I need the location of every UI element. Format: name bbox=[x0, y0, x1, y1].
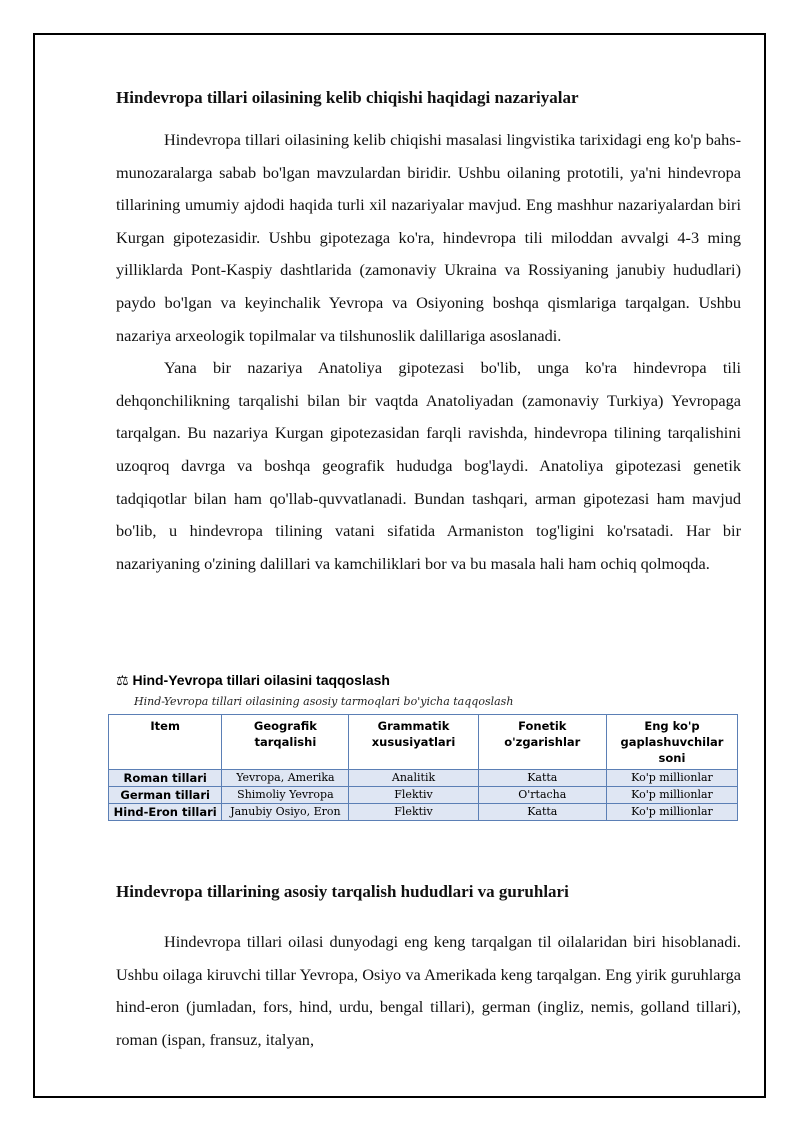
comparison-table-block bbox=[113, 670, 738, 821]
column-header: Geografik tarqalishi bbox=[222, 715, 349, 770]
paragraph: Yana bir nazariya Anatoliya gipotezasi bo'lib, unga ko'ra hindevropa tili dehqonchilikning tarqalishi bilan bir vaqtda Anatoliyadan (zamonaviy Turkiya) Yevropaga tarqalgan. Bu nazariya Kurgan gipotezasidan farqli ravishda, hindevropa tilining tarqalishini uzoqroq davrga va boshqa geografik hududga bog'laydi. Anatoliya gipotezasi genetik tadqiqotlar bilan ham qo'llab-quvvatlanadi. Bundan tashqari, arman gipotezasi ham mavjud bo'lib, u hindevropa tilining vatani sifatida Armaniston tog'ligini ko'rsatadi. Har bir nazariyaning o'zining dalillari va kamchiliklari bor va bu masala hali ham ochiq qolmoqda. bbox=[116, 358, 741, 573]
paragraph: Hindevropa tillari oilasining kelib chiqishi masalasi lingvistika tarixidagi eng ko'p bahs-munozaralarga sabab bo'lgan mavzulardan biridir. Ushbu oilaning prototili, ya'ni hindevropa tillarining umumiy ajdodi haqida turli xil nazariyalar mavjud. Eng mashhur nazariyalardan biri Kurgan gipotezasidir. Ushbu gipotezaga ko'ra, hindevropa tili miloddan avvalgi 4-3 ming yilliklarda Pont-Kaspiy dashtlarida (zamonaviy Ukraina va Rossiyaning janubiy hududlari) paydo bo'lgan va keyinchalik Yevropa va Osiyoning boshqa qismlariga tarqalgan. Ushbu nazariya arxeologik topilmalar va tilshunoslik dalillariga asoslanadi. bbox=[116, 130, 741, 345]
table-cell: Analitik bbox=[349, 770, 478, 787]
table-cell: Yevropa, Amerika bbox=[222, 770, 349, 787]
table-cell: Janubiy Osiyo, Eron bbox=[222, 804, 349, 821]
paragraph: Hindevropa tillari oilasi dunyodagi eng keng tarqalgan til oilalaridan biri hisoblanadi. Ushbu oilaga kiruvchi tillar Yevropa, Osiyo va Amerikada keng tarqalgan. Eng yirik guruhlarga hind-eron (jumladan, fors, hind, urdu, bengal tillari), german (ingliz, nemis, golland tillari), roman (ispan, fransuz, italyan, bbox=[116, 932, 741, 1049]
table-subtitle: Hind-Yevropa tillari oilasining asosiy tarmoqlari bo'yicha taqqoslash bbox=[134, 695, 514, 708]
row-label: Roman tillari bbox=[109, 770, 222, 787]
table-cell: Katta bbox=[478, 804, 606, 821]
table-row bbox=[109, 804, 738, 821]
table-cell: O'rtacha bbox=[478, 787, 606, 804]
table-title-text: Hind-Yevropa tillari oilasini taqqoslash bbox=[132, 672, 390, 688]
table-cell: Shimoliy Yevropa bbox=[222, 787, 349, 804]
table-row bbox=[109, 787, 738, 804]
section-theories bbox=[116, 86, 741, 580]
table-cell: Ko'p millionlar bbox=[606, 804, 737, 821]
row-label: Hind-Eron tillari bbox=[109, 804, 222, 821]
section-heading: Hindevropa tillarining asosiy tarqalish hududlari va guruhlari bbox=[116, 882, 569, 901]
column-header: Grammatik xususiyatlari bbox=[349, 715, 478, 770]
table-header-row bbox=[109, 715, 738, 770]
table-title bbox=[116, 670, 738, 690]
table-cell: Flektiv bbox=[349, 804, 478, 821]
table-cell: Flektiv bbox=[349, 787, 478, 804]
column-header: Item bbox=[109, 715, 222, 770]
table-cell: Ko'p millionlar bbox=[606, 770, 737, 787]
section-heading: Hindevropa tillari oilasining kelib chiqishi haqidagi nazariyalar bbox=[116, 88, 579, 107]
table-row bbox=[109, 770, 738, 787]
column-header: Fonetik o'zgarishlar bbox=[478, 715, 606, 770]
table-cell: Ko'p millionlar bbox=[606, 787, 737, 804]
column-header: Eng ko'p gaplashuvchilar soni bbox=[606, 715, 737, 770]
row-label: German tillari bbox=[109, 787, 222, 804]
comparison-table bbox=[108, 714, 738, 821]
scales-icon: ⚖ bbox=[116, 672, 129, 688]
table-cell: Katta bbox=[478, 770, 606, 787]
section-distribution bbox=[116, 880, 741, 1056]
